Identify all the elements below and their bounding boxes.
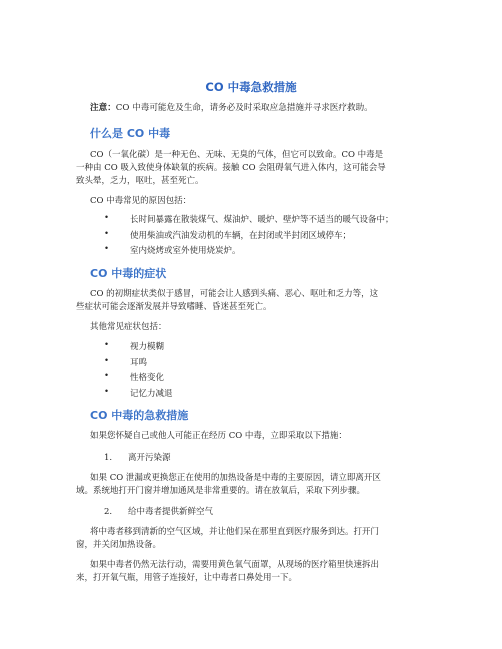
list-item: • 耳鸣 bbox=[104, 355, 148, 368]
bullet-icon: • bbox=[104, 244, 110, 254]
page-title: CO 中毒急救措施 bbox=[205, 80, 297, 94]
bullet-icon: • bbox=[104, 386, 110, 397]
bullet-icon: • bbox=[104, 371, 110, 381]
paragraph: 其他常见症状包括： bbox=[90, 322, 167, 332]
section-heading-first-aid: CO 中毒的急救措施 bbox=[90, 409, 189, 422]
list-item: • 室内烧烤或室外使用烧炭炉。 bbox=[104, 244, 241, 256]
warning-note bbox=[90, 101, 373, 113]
note-label: 注意： bbox=[90, 103, 116, 113]
bullet-icon: • bbox=[104, 340, 110, 350]
causes-list bbox=[104, 213, 394, 260]
list-item: • 性格变化 bbox=[104, 371, 165, 383]
paragraph: 如果您怀疑自己或他人可能正在经历 CO 中毒，立即采取以下措施： bbox=[90, 431, 347, 441]
list-item: • 记忆力减退 bbox=[104, 386, 173, 399]
paragraph: CO 中毒常见的原因包括： bbox=[90, 196, 192, 206]
paragraph-line: CO 的初期症状类似于感冒，可能会让人感到头痛、恶心、呕吐和乏力等，这 bbox=[90, 289, 379, 299]
list-item: • 视力模糊 bbox=[104, 340, 165, 352]
paragraph-line: 来，打开氧气瓶，用管子连接好，让中毒者口鼻处用一下。 bbox=[76, 573, 298, 583]
bullet-icon: • bbox=[104, 213, 110, 223]
paragraph-line: 如果中毒者仍然无法行动，需要用黄色氧气面罩，从现场的医疗箱里快速拆出 bbox=[90, 560, 380, 570]
list-item: • 长时间暴露在散装煤气、煤油炉、暖炉、壁炉等不适当的暖气设备中； bbox=[104, 213, 394, 225]
step-title: 给中毒者提供新鲜空气 bbox=[128, 507, 214, 517]
paragraph-line: 将中毒者移到清新的空气区域，并让他们呆在那里直到医疗服务到达。打开门 bbox=[90, 527, 380, 537]
list-item: • 使用柴油或汽油发动机的车辆，在封闭或半封闭区域停车； bbox=[104, 228, 352, 241]
bullet-icon: • bbox=[104, 228, 110, 239]
paragraph-line: 些症状可能会逐渐发展并导致嗜睡、昏迷甚至死亡。 bbox=[76, 302, 272, 312]
symptoms-list bbox=[104, 340, 173, 402]
step-number: 1. bbox=[104, 453, 113, 463]
step-heading bbox=[104, 505, 213, 517]
paragraph-line: 如果 CO 泄漏或更换您正在使用的加热设备是中毒的主要原因，请立即离开区 bbox=[90, 473, 381, 483]
note-text: CO 中毒可能危及生命，请务必及时采取应急措施并寻求医疗救助。 bbox=[115, 103, 373, 113]
paragraph-line: 窗，并关闭加热设备。 bbox=[76, 540, 162, 550]
paragraph-line: 一种由 CO 吸入致使身体缺氧的疾病。接触 CO 会阻碍氧气进入体内，这可能会导 bbox=[76, 163, 386, 173]
paragraph-line: 致头晕，乏力，呕吐，甚至死亡。 bbox=[76, 176, 204, 186]
paragraph-line: 域。系统地打开门窗并增加通风是非常重要的。请在放氧后，采取下列步骤。 bbox=[76, 486, 366, 496]
section-heading-what-is: 什么是 CO 中毒 bbox=[90, 127, 171, 140]
section-heading-symptoms: CO 中毒的症状 bbox=[90, 267, 167, 280]
bullet-icon: • bbox=[104, 355, 110, 366]
step-number: 2. bbox=[104, 507, 113, 517]
step-title: 离开污染源 bbox=[128, 453, 171, 463]
step-heading bbox=[104, 451, 171, 463]
paragraph-line: CO（一氧化碳）是一种无色、无味、无臭的气体，但它可以致命。CO 中毒是 bbox=[90, 150, 384, 160]
